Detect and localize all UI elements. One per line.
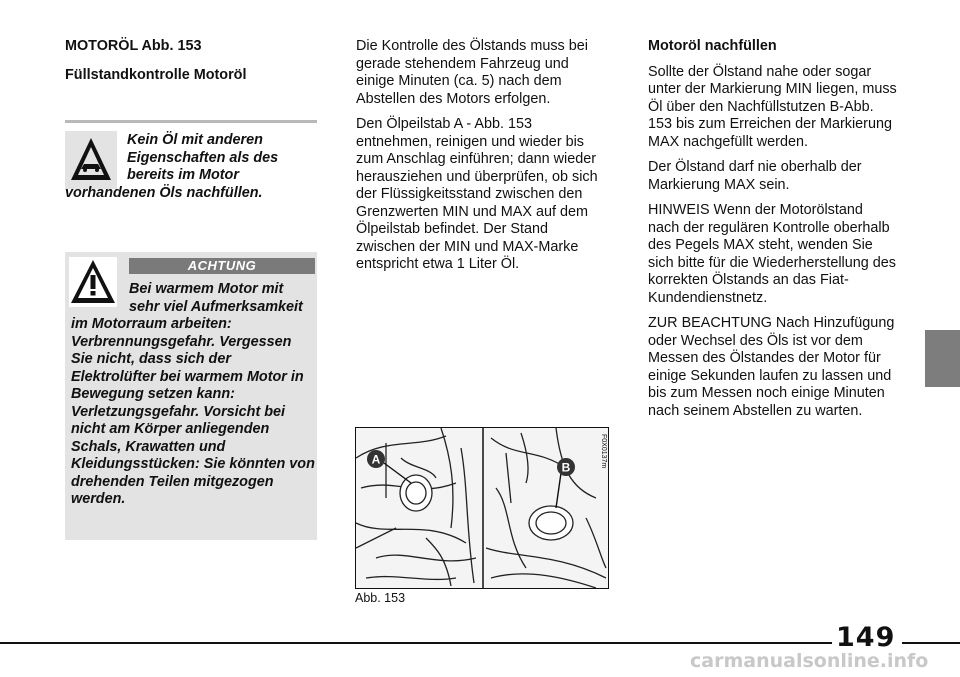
warning-box [65,252,317,540]
warning-banner: ACHTUNG [129,258,315,274]
section-tab [925,330,960,387]
engine-figure [355,427,609,589]
label-a: A [371,452,381,467]
section-subtitle: Füllstandkontrolle Motoröl [65,67,247,83]
figure-code: F0X0137m [600,434,607,469]
figure-caption: Abb. 153 [355,591,406,605]
paragraph: Den Ölpeilstab A - Abb. 153 entnehmen, reinigen und wieder bis zum Anschlag einführen; dann wieder herausziehen und überprüfen, ob sich der Flüssigkeitsstand zwischen den Grenzwerten MIN und MAX auf dem Ölpeilstab befindet. Der Stand zwischen der MIN und MAX-Marke entspricht etwa 1 Liter Öl. [356,116,598,272]
page-number: 149 [836,622,896,653]
paragraph: ZUR BEACHTUNG Nach Hinzufügung oder Wechsel des Öls ist vor dem Messen des Ölstandes der Motor für einige Sekunden laufen zu lassen und bis zum Messen noch einige Minuten nach seinem Abstellen zu warten. [648,315,895,419]
footer-rule [0,642,960,644]
paragraph: Der Ölstand darf nie oberhalb der Markierung MAX sein. [648,159,862,193]
note-text-block [65,132,317,202]
right-column [648,38,898,428]
watermark: carmanualsonline.info [690,650,929,672]
section-title: MOTORÖL Abb. 153 [65,38,202,54]
middle-column [356,38,608,282]
note-box [65,120,317,223]
warning-text-block [71,281,315,509]
note-text: Kein Öl mit anderen Eigenschaften als des bereits im Motor vorhandenen Öls nachfüllen. [65,132,279,201]
engine-illustration [356,428,608,588]
paragraph: Sollte der Ölstand nahe oder sogar unter der Markierung MIN liegen, muss Öl über den Nachfüllstutzen B-Abb. 153 bis zum Erreichen der Markierung MAX nachgefüllt werden. [648,63,897,150]
paragraph: HINWEIS Wenn der Motorölstand nach der regulären Kontrolle oberhalb des Pegels MAX steht, wenden Sie sich bitte für die Wiederherstellung des korrekten Ölstands an das Fiat-Kundendienstnetz. [648,202,896,306]
paragraph: Die Kontrolle des Ölstands muss bei gerade stehendem Fahrzeug und einige Minuten (ca. 5) nach dem Abstellen des Motors erfolgen. [356,38,588,107]
label-b: B [561,460,571,475]
right-heading: Motoröl nachfüllen [648,38,777,54]
warning-text: Bei warmem Motor mit sehr viel Aufmerksamkeit im Motorraum arbeiten: Verbrennungsgefahr. Vergessen Sie nicht, dass sich der Elektrolüfter bei warmem Motor in Bewegung setzen kann: Verletzungsgefahr. Vorsicht bei nicht am Körper anliegenden Schals, Krawatten und Kleidungsstücken: Sie könnten von drehenden Teilen mitgezogen werden. [71,281,315,507]
